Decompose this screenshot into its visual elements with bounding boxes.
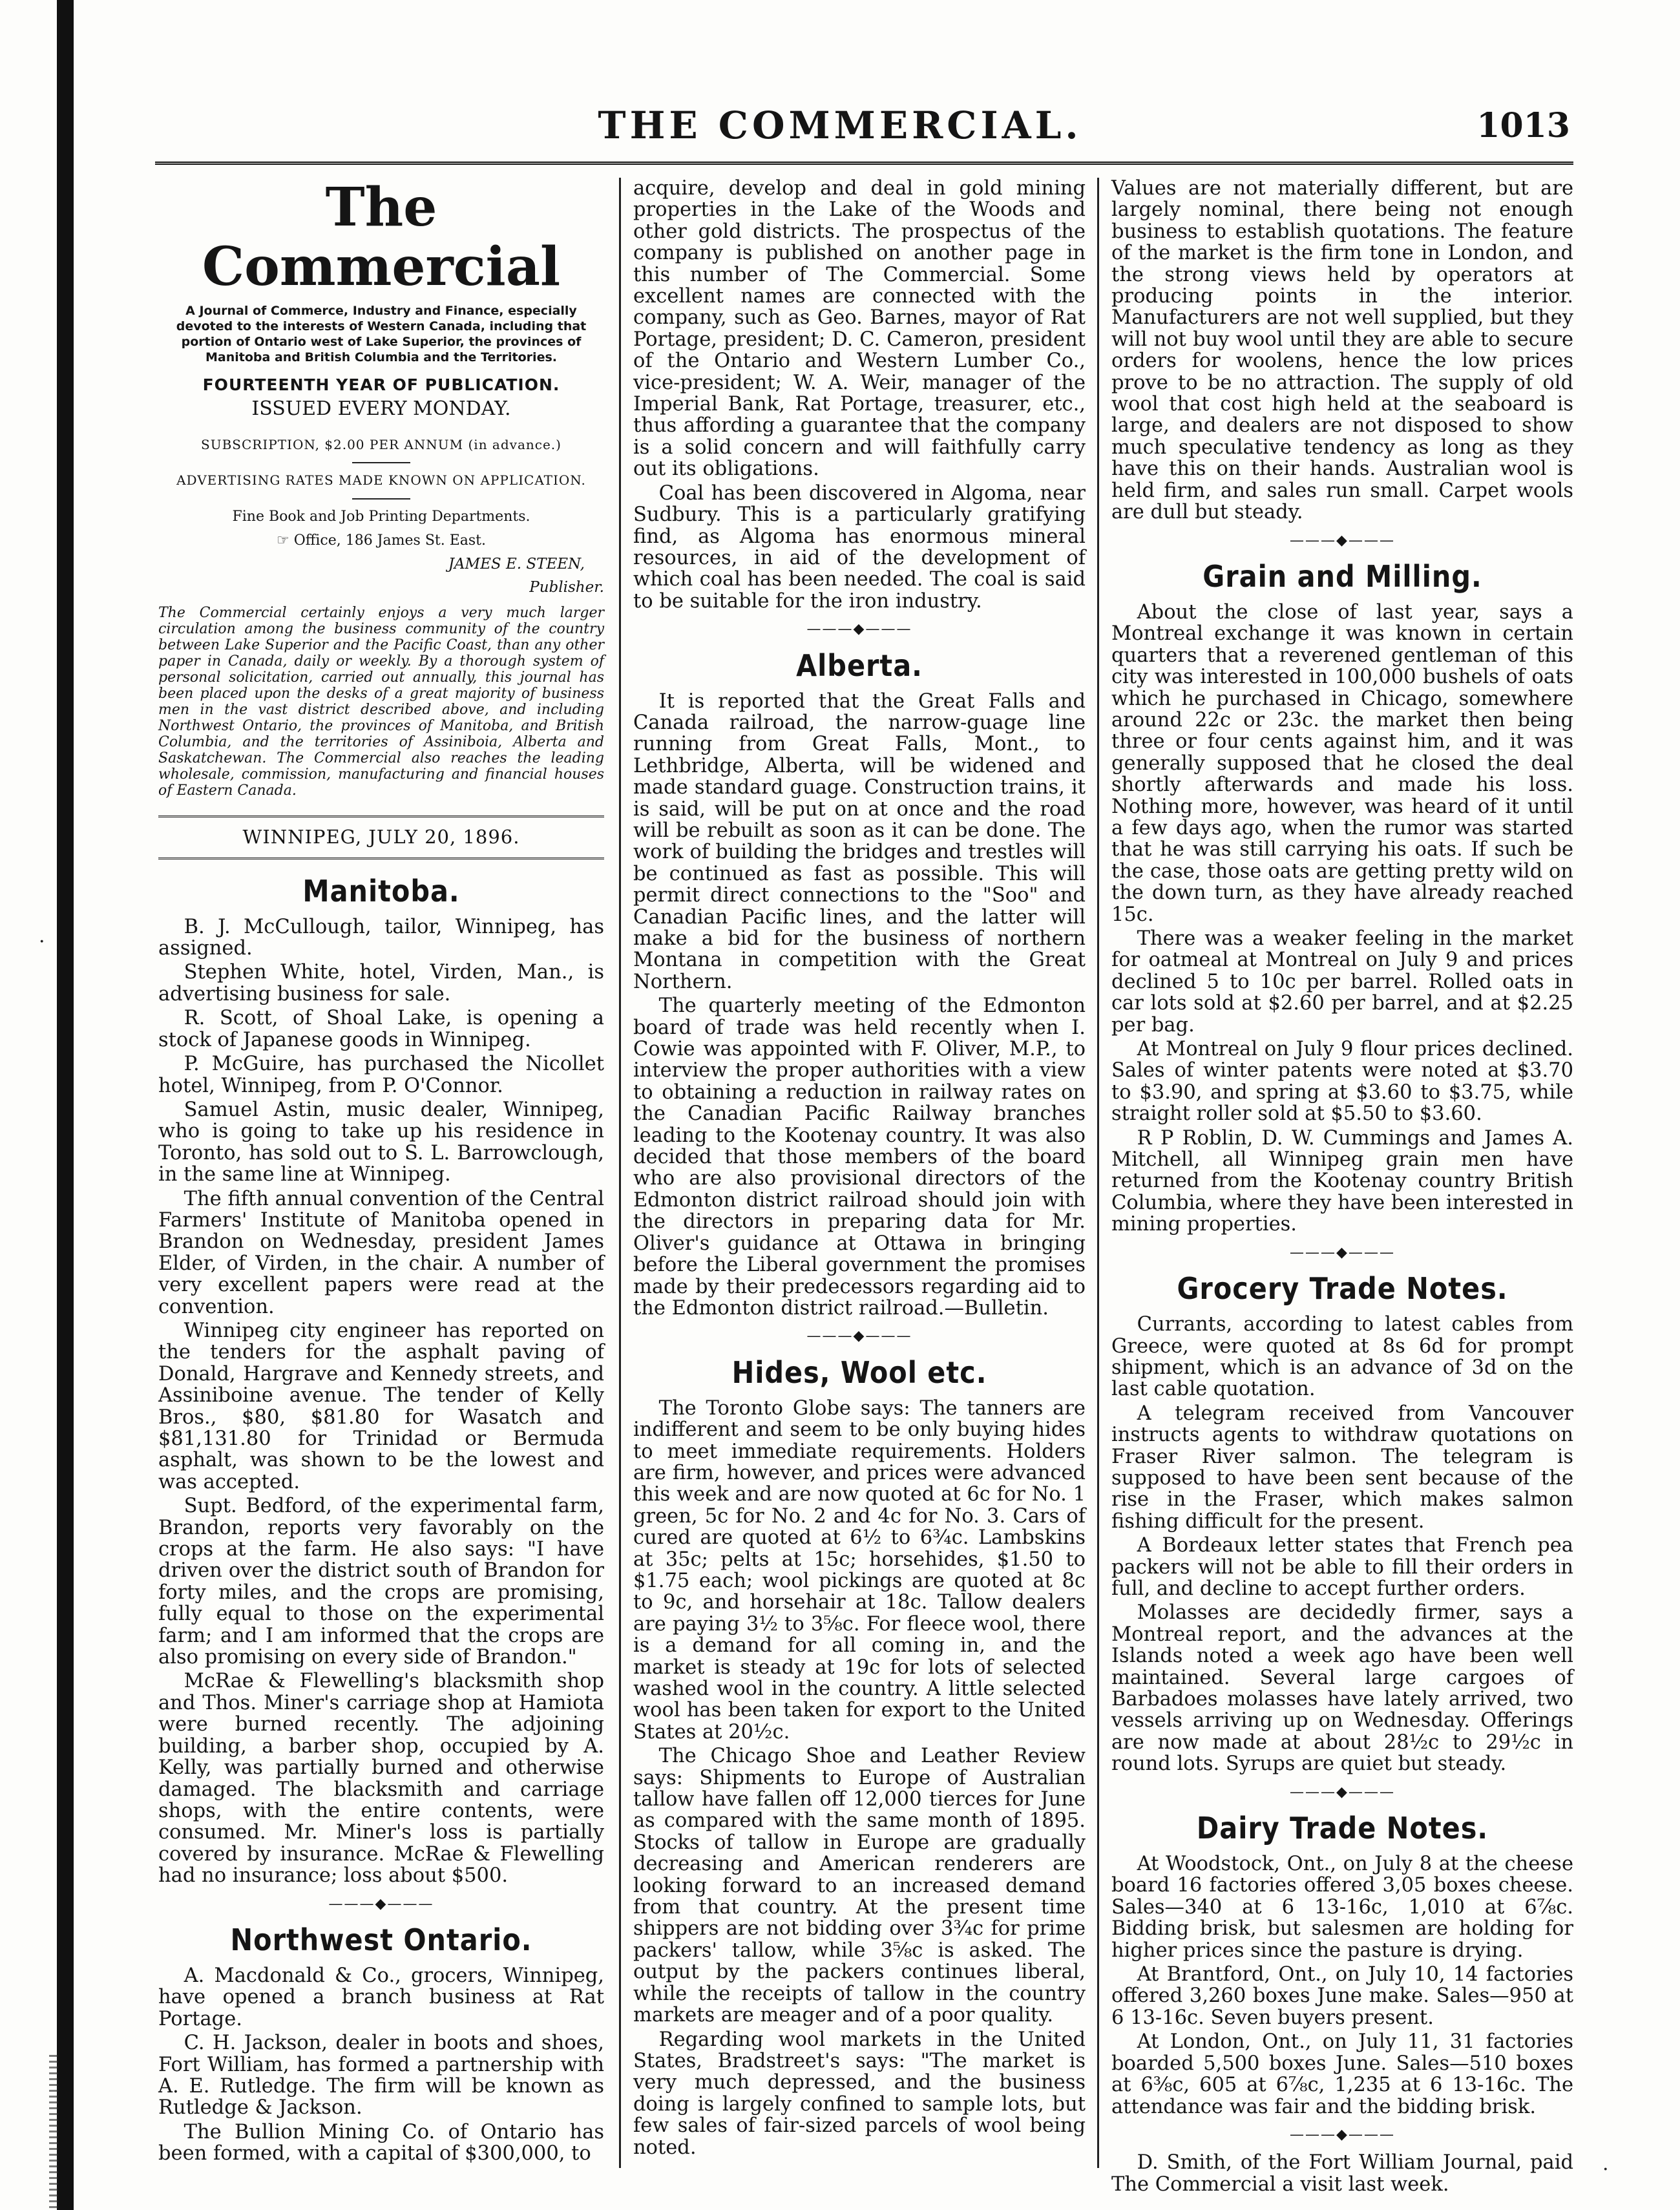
- section-separator: ———◆———: [1290, 1784, 1395, 1800]
- running-title: THE COMMERCIAL.: [598, 103, 1082, 147]
- masthead-description: A Journal of Commerce, Industry and Finance, especially devoted to the interests of Western Canada, including that portion of Ontario west of Lake Superior, the provinces of Manitoba and British Columbia and the Territories.: [176, 304, 587, 364]
- column-rule: [1097, 178, 1099, 2168]
- publisher-name: JAMES E. STEEN,: [448, 556, 585, 573]
- paragraph: The fifth annual convention of the Central Farmers' Institute of Manitoba opened in Brandon on Wednesday, president James Elder, of Virden, in the chair. A number of very excellent papers were read at the convention.: [158, 1187, 604, 1318]
- paragraph: Supt. Bedford, of the experimental farm, Brandon, reports very favorably on the crops at the farm. He also says: "I have driven over the district south of Brandon for forty miles, and the crops are promising, fully equal to those on the experimental farm; and I am informed that the crops are also promising on every side of Brandon.": [158, 1495, 604, 1669]
- paragraph: The Chicago Shoe and Leather Review says: Shipments to Europe of Australian tallow have fallen off 12,000 tierces for June as compared with the same month of 1895. Stocks of tallow in Europe are gradually decreasing and American renderers are looking forward to an increased demand from that country. At the present time shippers are not bidding over 3¾c for prime packers' tallow, while 3⅝c is asked. The output by the packers continues liberal, while the receipts of tallow in the country markets are meager and of a poor quality.: [633, 1745, 1086, 2027]
- margin-mark: ·: [39, 931, 45, 953]
- section-separator: ———◆———: [1290, 532, 1395, 549]
- paragraph: The quarterly meeting of the Edmonton board of trade was held recently when I. Cowie was appointed with F. Oliver, M.P., to interview the proper authorities with a view to obtaining a reduction in railway rates on the Canadian Pacific Railway branches leading to the Kootenay country. It was also decided that those members of the board who are also provisional directors of the Edmonton district railroad should join with the directors in preparing data for Mr. Oliver's guidance at Ottawa in bringing before the Liberal government the promises made by their predecessors regarding aid to the Edmonton district railroad.—Bulletin.: [633, 995, 1086, 1320]
- short-rule: [352, 498, 410, 500]
- heading-grocery-trade: Grocery Trade Notes.: [1177, 1271, 1508, 1307]
- paragraph: It is reported that the Great Falls and Canada railroad, the narrow-guage line running from Great Falls, Mont., to Lethbridge, Alberta, will be widened and made standard guage. Construction trains, it is said, will be put on at once and the road will be rebuilt as soon as it can be done. The work of building the bridges and trestles will be continued as fast as possible. This will permit direct connections to the "Soo" and Canadian Pacific lines, and the latter will make a bid for the business of northern Montana in competition with the Great Northern.: [633, 689, 1086, 993]
- wool-continued-body: [1111, 178, 1573, 523]
- column-rule: [619, 178, 621, 2168]
- paragraph: McRae & Flewelling's blacksmith shop and Thos. Miner's carriage shop at Hamiota were burned recently. The adjoining building, a barber shop, occupied by A. Kelly, was partially burned and otherwise damaged. The blacksmith and carriage shops, with the entire contents, were consumed. Mr. Miner's loss is partially covered by insurance. McRae & Flewelling had no insurance; loss about $500.: [158, 1670, 604, 1888]
- column-3: [1111, 178, 1573, 2198]
- paragraph: At Woodstock, Ont., on July 8 at the cheese board 16 factories offered 3,05 boxes cheese. Sales—340 at 6 13-16c, 1,010 at 6⅞c. Bidding brisk, but salesmen are holding for higher prices since the pasture is drying.: [1111, 1853, 1573, 1962]
- paragraph: At London, Ont., on July 11, 31 factories boarded 5,500 boxes June. Sales—510 boxes at 6⅜c, 605 at 6⅞c, 1,235 at 6 13-16c. The attendance was fair and the bidding brisk.: [1111, 2030, 1573, 2118]
- margin-mark: ·: [1602, 2158, 1609, 2181]
- paragraph: Stephen White, hotel, Virden, Man., is advertising business for sale.: [158, 961, 604, 1005]
- circulation-note: The Commercial certainly enjoys a very much larger circulation among the business community of the country between Lake Superior and the Pacific Coast, than any other paper in Canada, daily or weekly. By a thorough system of personal solicitation, carried out annually, this journal has been placed upon the desks of a great majority of business men in the vast district described above, and including Northwest Ontario, the provinces of Manitoba, and British Columbia, and the territories of Assiniboia, Alberta and Saskatchewan. The Commercial also reaches the leading wholesale, commission, manufacturing and financial houses of Eastern Canada.: [158, 605, 604, 799]
- paragraph: The Bullion Mining Co. of Ontario has been formed, with a capital of $300,000, to: [158, 2120, 604, 2165]
- heading-manitoba: Manitoba.: [302, 873, 460, 909]
- issue-frequency: ISSUED EVERY MONDAY.: [251, 397, 511, 421]
- binding-edge-marks: [49, 2055, 58, 2210]
- section-separator: ———◆———: [328, 1895, 434, 1912]
- paragraph: P. McGuire, has purchased the Nicollet hotel, Winnipeg, from P. O'Connor.: [158, 1053, 604, 1097]
- grocery-body: [1111, 1314, 1573, 1775]
- paragraph: Coal has been discovered in Algoma, near Sudbury. This is a particularly gratifying find, as Algoma has enormous mineral resources, in aid of the development of which coal has been needed. The coal is said to be suitable for the iron industry.: [633, 481, 1086, 613]
- heading-hides-wool: Hides, Wool etc.: [731, 1354, 987, 1390]
- alberta-body: [633, 691, 1086, 1320]
- paragraph: A Bordeaux letter states that French pea packers will not be able to fill their orders in full, and decline to accept further orders.: [1111, 1534, 1573, 1600]
- heading-grain-milling: Grain and Milling.: [1202, 558, 1482, 594]
- pointing-hand-icon: ☞: [276, 532, 289, 549]
- mining-continued-body: [633, 178, 1086, 612]
- paragraph: About the close of last year, says a Montreal exchange it was known in certain quarters that a reverened gentleman of this city was interested in 100,000 bushels of oats which he purchased in Chicago, somewhere around 22c or 23c. the market then being three or four cents against him, and it was generally supposed that he closed the deal shortly afterwards and made his loss. Nothing more, however, was heard of it until a few days ago, when the rumor was started that he was still carrying his oats. If such be the case, those oats are getting pretty wild on the down turn, as they have already reached 15c.: [1111, 600, 1573, 926]
- paragraph: B. J. McCullough, tailor, Winnipeg, has assigned.: [158, 915, 604, 960]
- printing-note: Fine Book and Job Printing Departments.: [232, 508, 530, 525]
- paragraph: acquire, develop and deal in gold mining properties in the Lake of the Woods and other gold districts. The prospectus of the company is published on another page in this number of The Commercial. Some excellent names are connected with the company, such as Geo. Barnes, mayor of Rat Portage, president; D. C. Cameron, president of the Ontario and Western Lumber Co., vice-president; W. A. Weir, manager of the Imperial Bank, Rat Portage, treasurer, etc., thus affording a guarantee that the company is a solid concern and will faithfully carry out its obligations.: [633, 177, 1086, 481]
- masthead-title: The Commercial: [202, 176, 561, 298]
- paragraph: Molasses are decidedly firmer, says a Montreal report, and the advances at the Islands noted a week ago have been well maintained. Several large cargoes of Barbadoes molasses have lately arrived, two vessels arriving up on Wednesday. Offerings are now made at about 28½c to 29½c in round lots. Syrups are quiet but steady.: [1111, 1601, 1573, 1776]
- paragraph: Values are not materially different, but are largely nominal, there being not enough business to establish quotations. The feature of the market is the firm tone in London, and the strong views held by operators at producing points in the interior. Manufacturers are not well supplied, but they will not buy wool until they are able to secure orders for woolens, hence the low prices prove to be no attraction. The supply of old wool that cost high held at the seaboard is large, and dealers are not disposed to show much speculative tendency as long as they have this on their hands. Australian wool is held firm, and sales run small. Carpet wools are dull but steady.: [1111, 177, 1573, 524]
- dateline: WINNIPEG, JULY 20, 1896.: [158, 816, 604, 859]
- section-separator: ———◆———: [1290, 1244, 1395, 1261]
- paragraph: The Toronto Globe says: The tanners are indifferent and seem to be only buying hides to meet immediate requirements. Holders are firm, however, and prices were advanced this week and are now quoted at 6c for No. 1 green, 5c for No. 2 and 4c for No. 3. Cars of cured are quoted at 6½ to 6¾c. Lambskins at 35c; pelts at 15c; horsehides, $1.50 to $1.75 each; wool pickings are quoted at 8c to 9c, and horsehair at 18c. Tallow dealers are paying 3½ to 3⅝c. For fleece wool, there is a demand for all coming in, and the market is steady at 19c for lots of selected washed wool in the country. A little selected wool has been taken for export to the United States at 20½c.: [633, 1396, 1086, 1743]
- grain-body: [1111, 602, 1573, 1236]
- manitoba-body: [158, 916, 604, 1887]
- paragraph: Samuel Astin, music dealer, Winnipeg, who is going to take up his residence in Toronto, has sold out to S. L. Barrowclough, in the same line at Winnipeg.: [158, 1098, 604, 1186]
- paragraph: R. Scott, of Shoal Lake, is opening a stock of Japanese goods in Winnipeg.: [158, 1007, 604, 1051]
- heading-dairy-trade: Dairy Trade Notes.: [1196, 1811, 1489, 1846]
- paragraph: There was a weaker feeling in the market for oatmeal at Montreal on July 9 and prices declined 5 to 10c per barrel. Rolled oats in car lots sold at $2.60 per barrel, and at $2.25 per bag.: [1111, 927, 1573, 1037]
- paragraph: A telegram received from Vancouver instructs agents to withdraw quotations on Fraser River salmon. The telegram is supposed to have been sent because of the rise in the Fraser, which makes salmon fishing difficult for the present.: [1111, 1402, 1573, 1533]
- advertising-note: ADVERTISING RATES MADE KNOWN ON APPLICATION.: [176, 472, 586, 489]
- paragraph: R P Roblin, D. W. Cummings and James A. Mitchell, all Winnipeg grain men have returned from the Kootenay country British Columbia, where they have been interested in mining properties.: [1111, 1126, 1573, 1236]
- column-2: [633, 178, 1086, 2161]
- hides-body: [633, 1398, 1086, 2158]
- heading-northwest-ontario: Northwest Ontario.: [230, 1922, 532, 1957]
- publisher-title: Publisher.: [529, 578, 604, 596]
- northwest-body: [158, 1965, 604, 2165]
- book-spine-edge: [57, 0, 74, 2210]
- paragraph: D. Smith, of the Fort William Journal, paid The Commercial a visit last week.: [1111, 2151, 1573, 2196]
- paragraph: At Montreal on July 9 flour prices declined. Sales of winter patents were noted at $3.70 to $3.90, and spring at $3.60 to $3.75, while straight roller sold at $5.50 to $3.60.: [1111, 1038, 1573, 1126]
- paragraph: C. H. Jackson, dealer in boots and shoes, Fort William, has formed a partnership with A. E. Rutledge. The firm will be known as Rutledge & Jackson.: [158, 2032, 604, 2120]
- section-separator: ———◆———: [806, 621, 912, 638]
- section-separator: ———◆———: [806, 1328, 912, 1345]
- subscription-note: SUBSCRIPTION, $2.00 PER ANNUM (in advance.): [201, 436, 562, 452]
- office-address-text: Office, 186 James St. East.: [293, 532, 487, 549]
- office-address: [158, 530, 604, 551]
- paragraph: A. Macdonald & Co., grocers, Winnipeg, have opened a branch business at Rat Portage.: [158, 1964, 604, 2030]
- short-rule: [352, 462, 410, 463]
- section-separator: ———◆———: [1290, 2126, 1395, 2143]
- paragraph: At Brantford, Ont., on July 10, 14 factories offered 3,260 boxes June make. Sales—950 at 6 13-16c. Seven buyers present.: [1111, 1963, 1573, 2029]
- paragraph: Regarding wool markets in the United States, Bradstreet's says: "The market is very much depressed, and the business doing is largely confined to sample lots, but few sales of fair-sized parcels of wool being noted.: [633, 2028, 1086, 2159]
- header-rule: [155, 162, 1573, 169]
- heading-alberta: Alberta.: [796, 647, 923, 683]
- page-number: 1013: [1476, 106, 1570, 145]
- column-1: [158, 178, 604, 2167]
- paragraph: Winnipeg city engineer has reported on the tenders for the asphalt paving of Donald, Hargrave and Kennedy streets, and Assiniboine avenue. The tender of Kelly Bros., $80, $81.80 for Wasatch and $81,131.80 for Trinidad or Bermuda asphalt, was shown to be the lowest and was accepted.: [158, 1319, 604, 1493]
- masthead: [158, 178, 604, 859]
- final-note-body: [1111, 2152, 1573, 2195]
- publication-year: FOURTEENTH YEAR OF PUBLICATION.: [202, 375, 560, 394]
- dairy-body: [1111, 1853, 1573, 2118]
- paragraph: Currants, according to latest cables from Greece, were quoted at 8s 6d for prompt shipment, which is an advance of 3d on the last cable quotation.: [1111, 1313, 1573, 1401]
